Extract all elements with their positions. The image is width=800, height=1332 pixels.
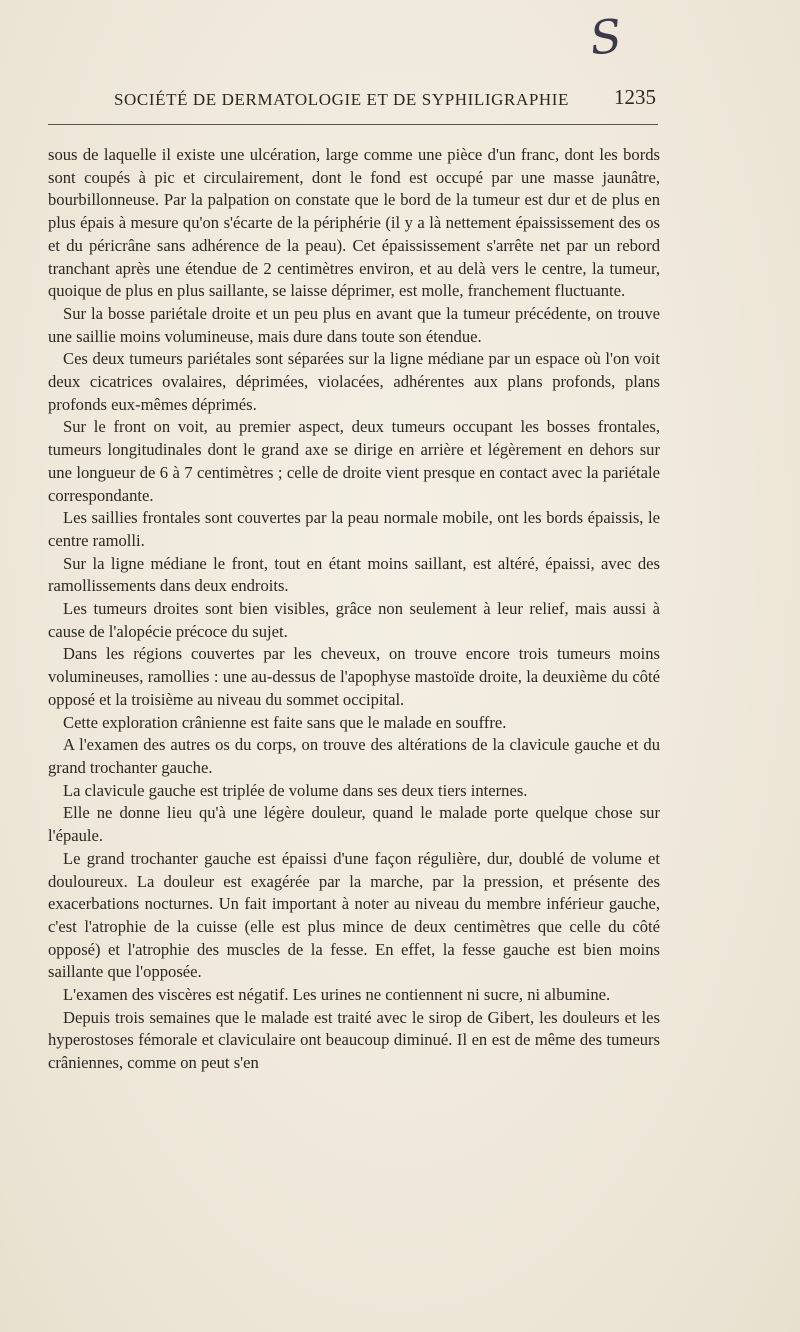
paragraph: Sur la bosse pariétale droite et un peu plus en avant que la tumeur précédente, on trouve une saillie moins volumineuse, mais dure dans toute son étendue. xyxy=(48,303,660,346)
paragraph: Les tumeurs droites sont bien visibles, grâce non seulement à leur relief, mais aussi à cause de l'alopécie précoce du sujet. xyxy=(48,599,660,641)
handwritten-margin-mark: S xyxy=(587,8,625,66)
paragraph: La clavicule gauche est triplée de volume dans ses deux tiers internes. xyxy=(63,780,528,800)
paragraph: Dans les régions couvertes par les cheveux, on trouve encore trois tumeurs moins volumineuses, ramollies : une au-dessus de l'apophyse mastoïde droite, la deuxième du côté opposé et la troisième au niveau du sommet occipital. xyxy=(48,644,660,709)
running-head xyxy=(114,85,656,114)
paragraph: Sur la ligne médiane le front, tout en étant moins saillant, est altéré, épaissi, avec des ramollissements dans deux endroits. xyxy=(48,553,660,596)
paragraph: Sur le front on voit, au premier aspect, deux tumeurs occupant les bosses frontales, tumeurs longitudinales dont le grand axe se dirige en arrière et légèrement en dehors sur une longueur de 6 à 7 centimètres ; celle de droite vient presque en contact avec la pariétale correspondante. xyxy=(48,417,660,505)
paragraph: Ces deux tumeurs pariétales sont séparées sur la ligne médiane par un espace où l'on voit deux cicatrices ovalaires, déprimées, violacées, adhérentes aux plans profonds, plans profonds eux-mêmes déprimés. xyxy=(48,349,660,414)
paragraph: Depuis trois semaines que le malade est traité avec le sirop de Gibert, les douleurs et les hyperostoses fémorale et claviculaire ont beaucoup diminué. Il en est de même des tumeurs crâniennes, comme on peut s'en xyxy=(48,1007,660,1073)
running-title: SOCIÉTÉ DE DERMATOLOGIE ET DE SYPHILIGRAPHIE xyxy=(114,90,570,109)
header-rule xyxy=(48,124,658,125)
paragraph: Cette exploration crânienne est faite sans que le malade en souffre. xyxy=(63,712,507,732)
page-number: 1235 xyxy=(614,85,656,109)
body-text xyxy=(48,144,660,1075)
paragraph: A l'examen des autres os du corps, on trouve des altérations de la clavicule gauche et du grand trochanter gauche. xyxy=(48,735,660,777)
paragraph: L'examen des viscères est négatif. Les urines ne contiennent ni sucre, ni albumine. xyxy=(63,985,611,1005)
paragraph: Le grand trochanter gauche est épaissi d'une façon régulière, dur, doublé de volume et douloureux. La douleur est exagérée par la marche, par la pression, et présente des exacerbations nocturnes. Un fait important à noter au niveau du membre inférieur gauche, c'est l'atrophie de la cuisse (elle est plus mince de deux centimètres que celle du côté opposé) et l'atrophie des muscles de la fesse. En effet, la fesse gauche est bien moins saillante que l'opposée. xyxy=(48,848,660,982)
paragraph: Elle ne donne lieu qu'à une légère douleur, quand le malade porte quelque chose sur l'épaule. xyxy=(48,803,660,846)
paragraph-continued: sous de laquelle il existe une ulcération, large comme une pièce d'un franc, dont les bords sont coupés à pic et circulairement, dont le fond est occupé par une masse jaunâtre, bourbillonneuse. Par la palpation on constate que le bord de la tumeur est dur et de plus en plus épais à mesure qu'on s'écarte de la périphérie (il y a là nettement épaississement des os et du péricrâne sans adhérence de la peau). Cet épaississement s'arrête net par un rebord tranchant après une étendue de 2 centimètres environ, et au delà vers le centre, la tumeur, quoique de plus en plus saillante, se laisse déprimer, est molle, franchement fluctuante. xyxy=(48,145,660,301)
paragraph: Les saillies frontales sont couvertes par la peau normale mobile, ont les bords épaissis, le centre ramolli. xyxy=(48,508,660,550)
